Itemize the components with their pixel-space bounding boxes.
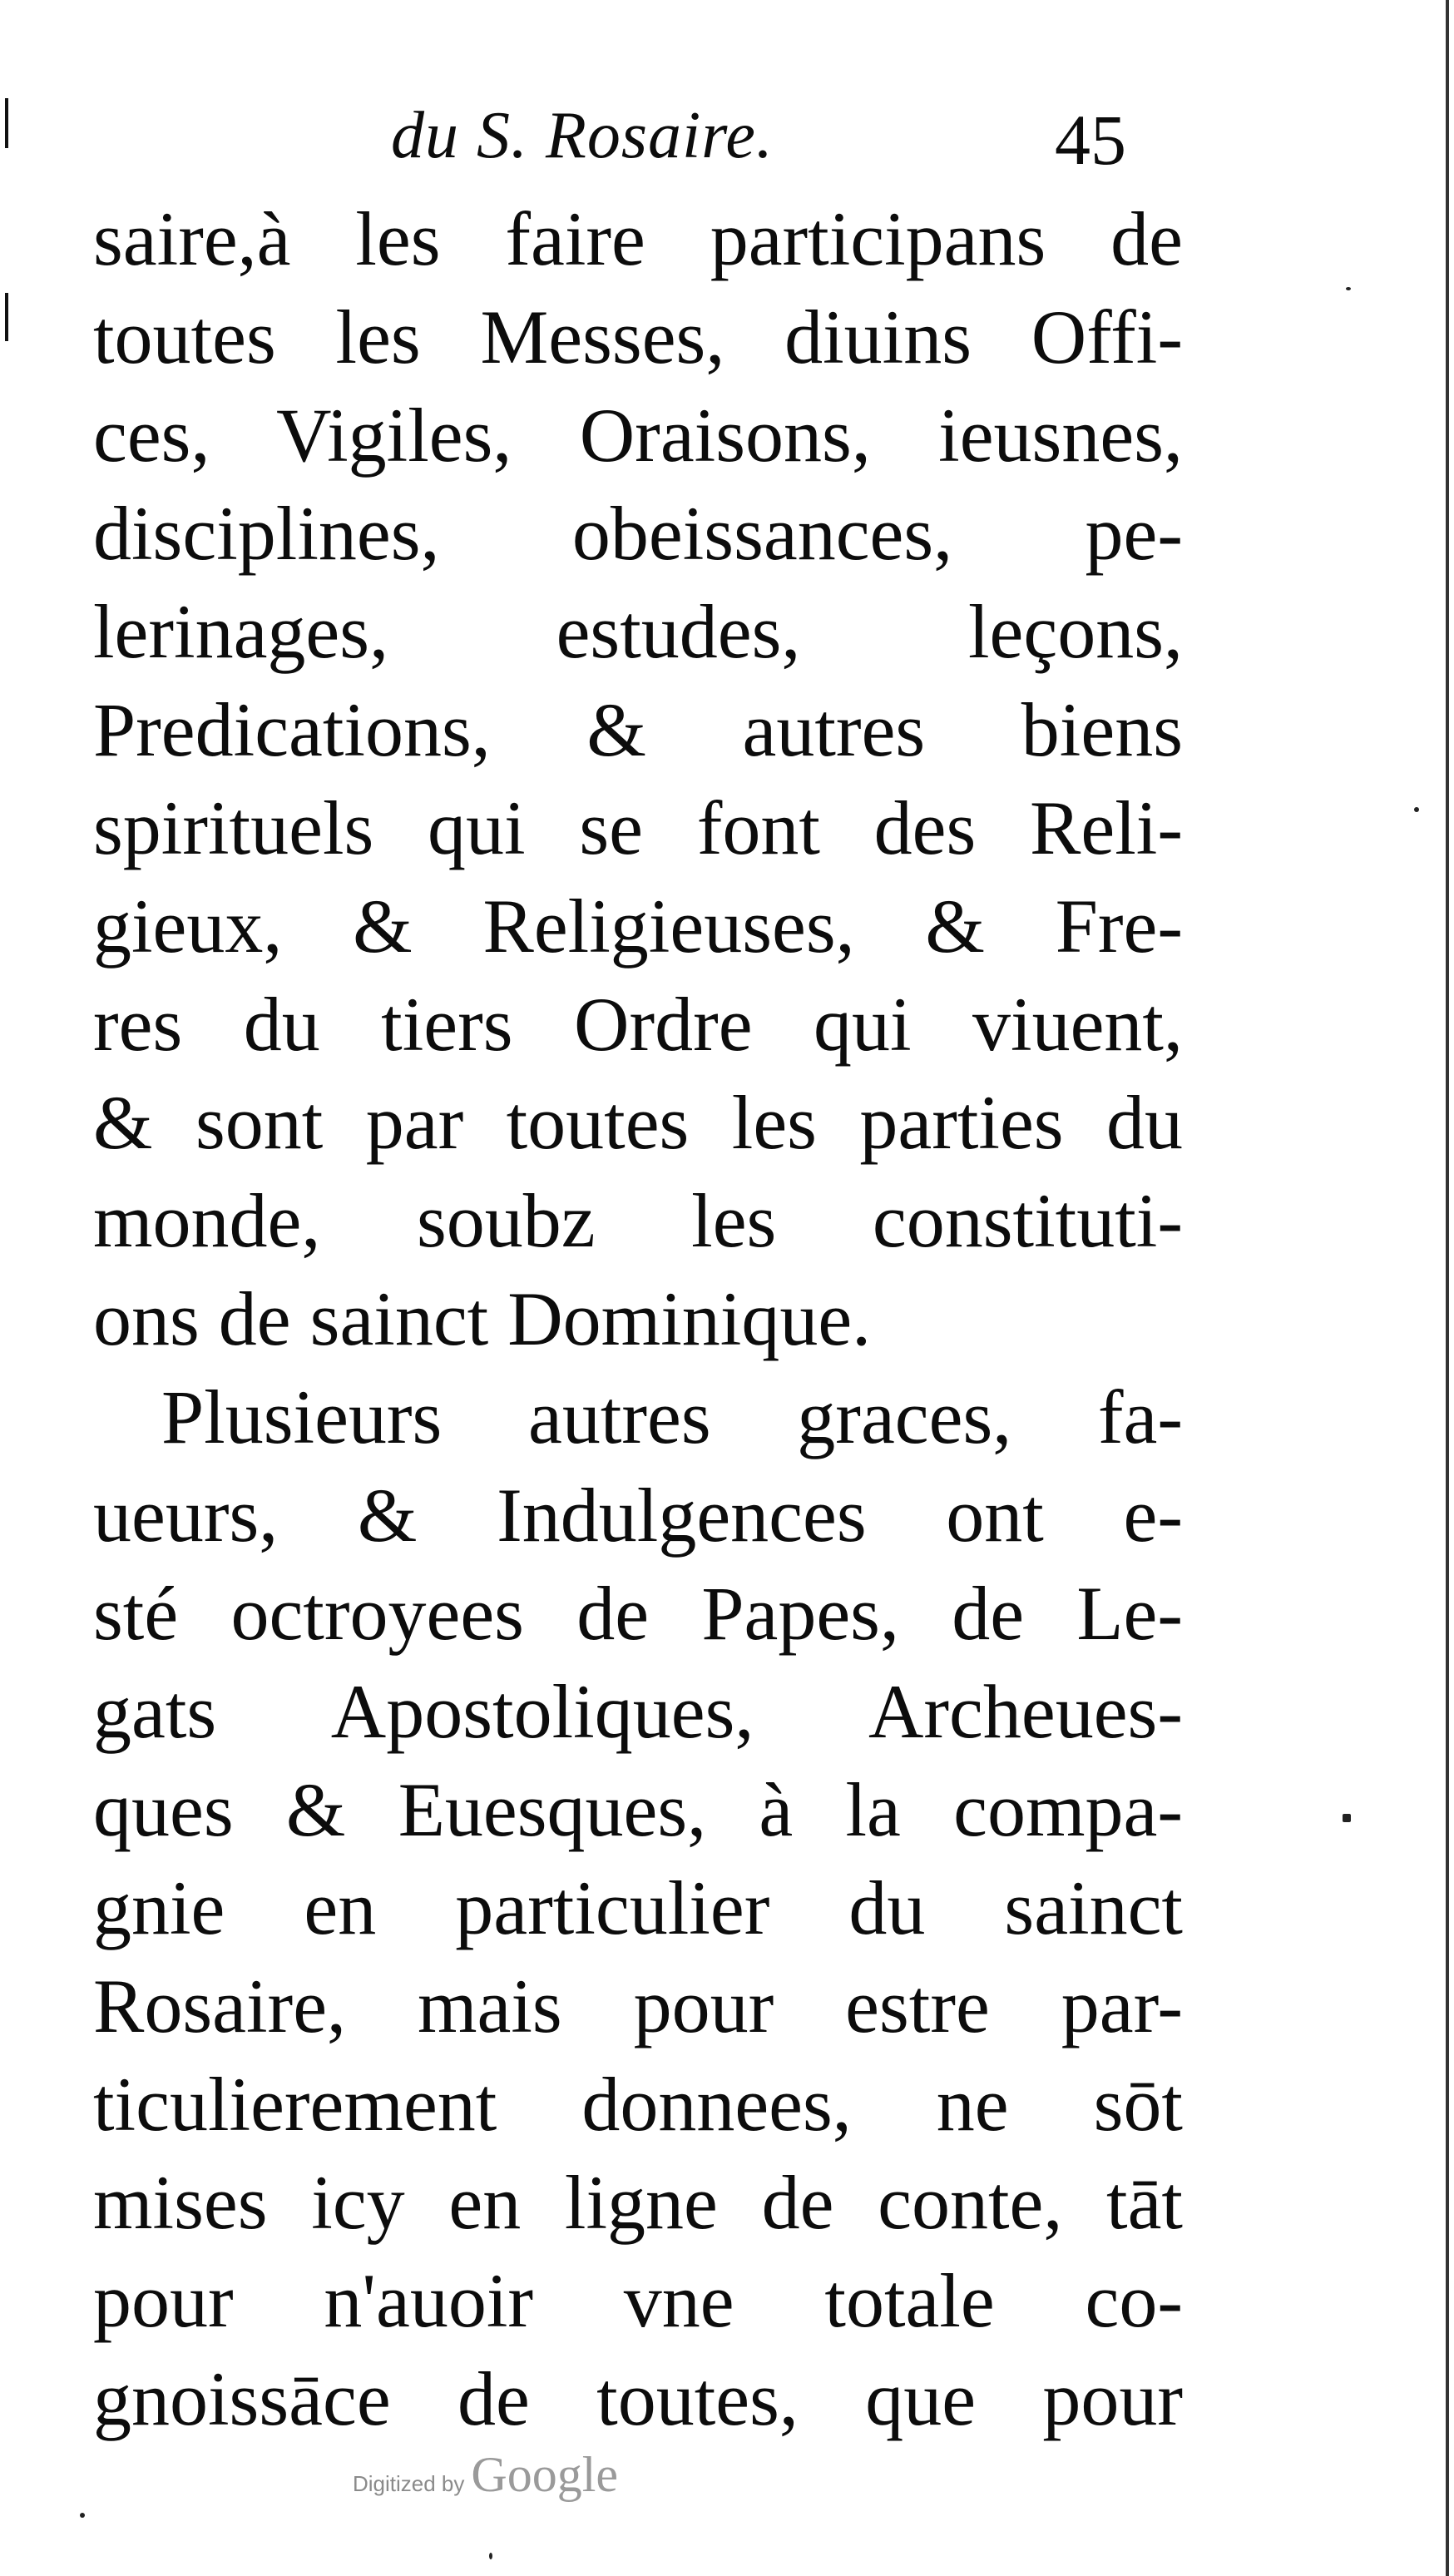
ink-speck	[1346, 287, 1351, 290]
paragraph-start-line: Plusieurs autres graces, fa-	[161, 1375, 1183, 1459]
text-line: Rosaire, mais pour estre par-	[93, 1964, 1183, 2048]
text-line: Predications, & autres biens	[93, 687, 1183, 772]
text-line: lerinages, estudes, leçons,	[93, 589, 1183, 674]
text-line: ons de sainct Dominique.	[93, 1276, 872, 1361]
text-line: toutes les Messes, diuins Offi-	[93, 295, 1183, 379]
text-line: disciplines, obeissances, pe-	[93, 491, 1183, 576]
digitized-prefix: Digitized by	[353, 2471, 465, 2496]
digitized-watermark	[353, 2446, 618, 2504]
text-line: gats Apostoliques, Archeues-	[93, 1669, 1183, 1754]
page-number: 45	[1055, 100, 1126, 180]
ink-speck	[1343, 1814, 1351, 1822]
text-line: ques & Euesques, à la compa-	[93, 1767, 1183, 1852]
text-line: saire,à les faire participans de	[93, 196, 1183, 281]
running-title: du S. Rosaire.	[391, 99, 774, 172]
text-line: res du tiers Ordre qui viuent,	[93, 982, 1183, 1067]
text-line: pour n'auoir vne totale co-	[93, 2258, 1183, 2343]
left-page-edge-lower	[5, 293, 8, 341]
ink-speck	[80, 2513, 85, 2518]
text-line: sté octroyees de Papes, de Le-	[93, 1571, 1183, 1656]
right-page-edge	[1446, 0, 1449, 2576]
google-logo: Google	[471, 2447, 619, 2502]
text-line: ces, Vigiles, Oraisons, ieusnes,	[93, 393, 1183, 478]
body-text	[93, 190, 1183, 2448]
text-line: gnoissāce de toutes, que pour	[93, 2356, 1183, 2441]
ink-speck	[1414, 807, 1419, 812]
ink-speck	[489, 2553, 492, 2559]
text-line: ticulierement donnees, ne sōt	[93, 2062, 1183, 2147]
text-line: ueurs, & Indulgences ont e-	[93, 1473, 1183, 1558]
text-line: gieux, & Religieuses, & Fre-	[93, 884, 1183, 968]
text-line: gnie en particulier du sainct	[93, 1865, 1183, 1950]
left-page-edge	[5, 98, 8, 148]
text-line: mises icy en ligne de conte, tāt	[93, 2160, 1183, 2245]
text-line: & sont par toutes les parties du	[93, 1080, 1183, 1165]
text-line: spirituels qui se font des Reli-	[93, 785, 1183, 870]
text-line: monde, soubz les constituti-	[93, 1178, 1183, 1263]
